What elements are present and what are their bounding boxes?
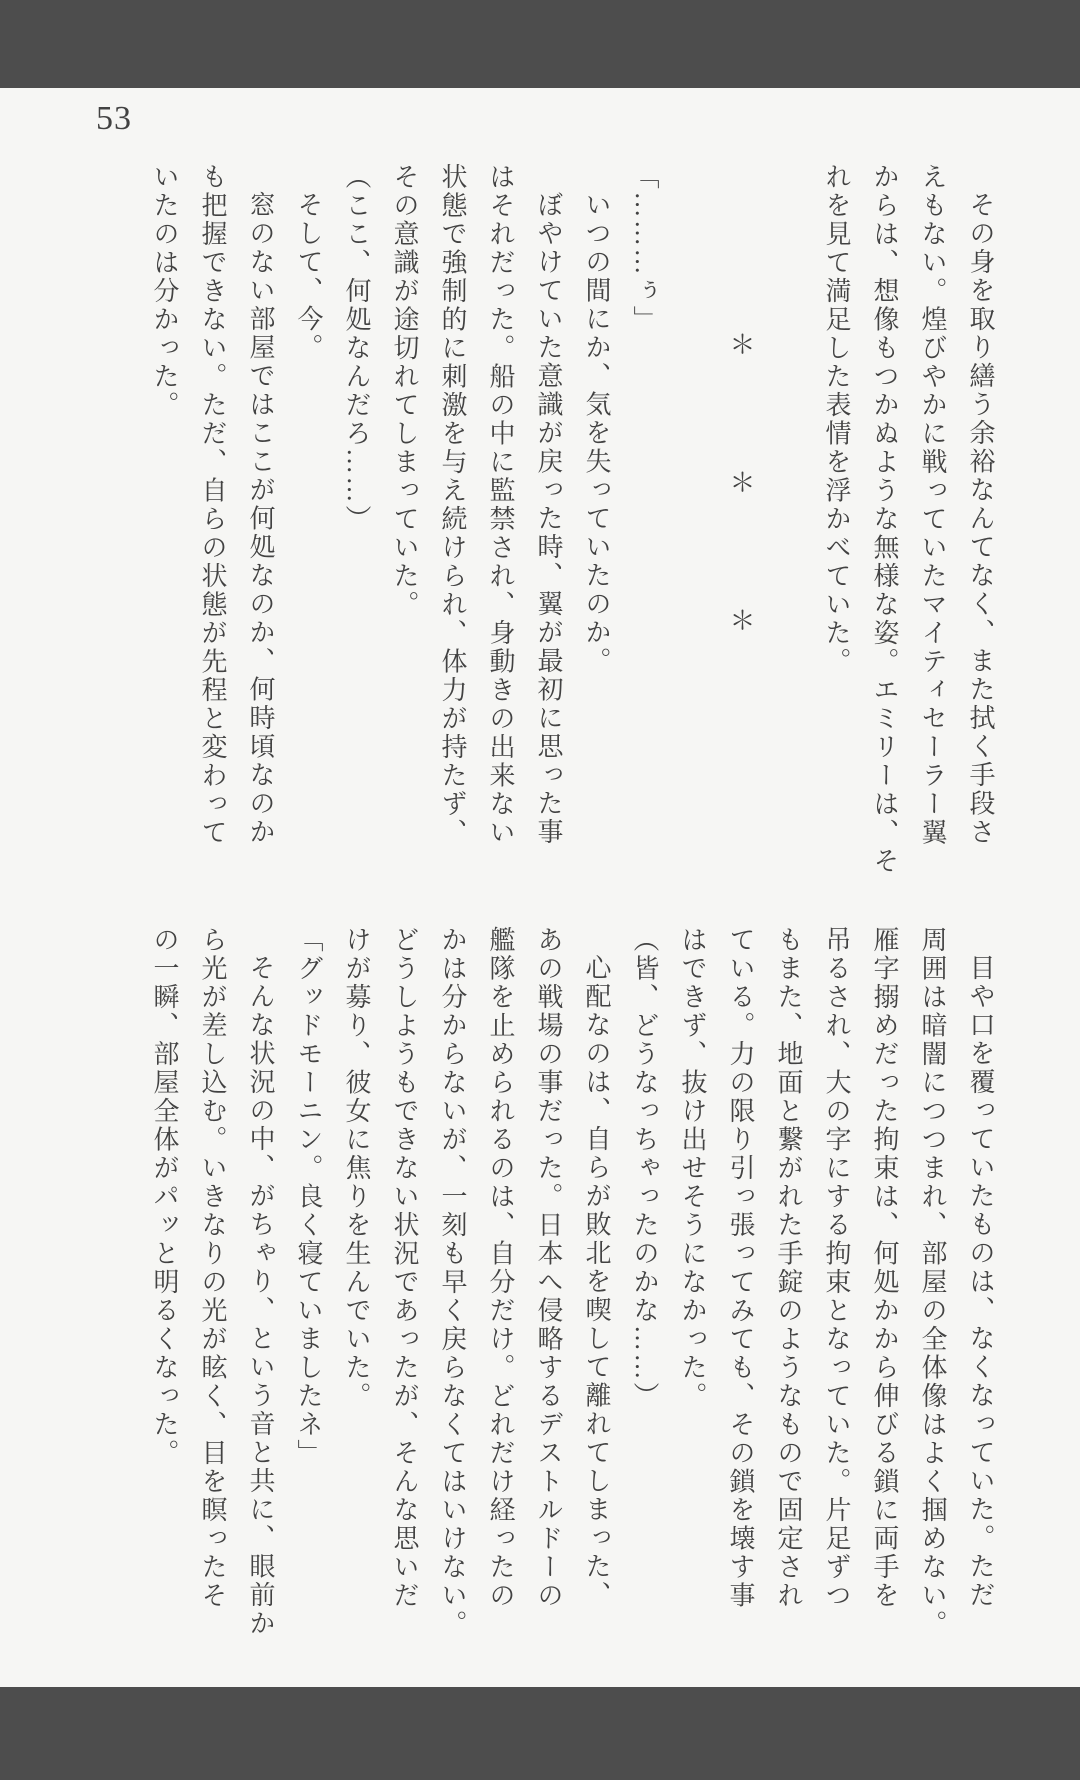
text-line: かは分からないが、一刻も早く戻らなくてはいけない。 — [438, 926, 467, 1639]
text-line: えもない。煌びやかに戦っていたマイティセーラー翼 — [918, 163, 947, 847]
text-line: その意識が途切れてしまっていた。 — [390, 163, 419, 619]
text-line: あの戦場の事だった。日本へ侵略するデストルドーの — [534, 926, 563, 1610]
text-line: その身を取り繕う余裕なんてなく、また拭く手段さ — [966, 191, 995, 847]
text-line: も把握できない。ただ、自らの状態が先程と変わって — [198, 163, 227, 847]
text-line: 状態で強制的に刺激を与え続けられ、体力が持たず、 — [438, 163, 467, 847]
text-line: どうしようもできない状況であったが、そんな思いだ — [390, 926, 419, 1610]
text-line: ら光が差し込む。いきなりの光が眩く、目を瞑ったそ — [198, 926, 227, 1610]
text-line: ぼやけていた意識が戻った時、翼が最初に思った事 — [534, 191, 563, 847]
text-line: 周囲は暗闇につつまれ、部屋の全体像はよく掴めない。 — [918, 926, 947, 1639]
text-line: はできず、抜け出せそうになかった。 — [678, 926, 707, 1411]
text-line — [764, 163, 812, 869]
text-line: 雁字搦めだった拘束は、何処かから伸びる鎖に両手を — [870, 926, 899, 1610]
text-line: 目や口を覆っていたものは、なくなっていた。ただ — [966, 954, 995, 1610]
text-line: 心配なのは、自らが敗北を喫して離れてしまった、 — [582, 954, 611, 1610]
text-line: いつの間にか、気を失っていたのか。 — [582, 191, 611, 676]
text-line: 吊るされ、大の字にする拘束となっていた。片足ずつ — [822, 926, 851, 1610]
bottom-letterbox-bar — [0, 1687, 1080, 1780]
text-line: の一瞬、部屋全体がパッと明るくなった。 — [150, 926, 179, 1468]
text-line: 艦隊を止められるのは、自分だけ。どれだけ経ったの — [486, 926, 515, 1610]
text-line: はそれだった。船の中に監禁され、身動きの出来ない — [486, 163, 515, 847]
text-line: もまた、地面と繋がれた手錠のようなもので固定され — [774, 926, 803, 1610]
text-line: 「グッドモーニン。良く寝ていましたネ」 — [294, 926, 323, 1468]
text-line: いたのは分かった。 — [150, 163, 179, 420]
top-letterbox-bar — [0, 0, 1080, 88]
text-line: からは、想像もつかぬような無様な姿。エミリーは、そ — [870, 163, 899, 876]
section-separator: ＊＊＊ — [726, 331, 755, 745]
page-number: 53 — [96, 100, 132, 137]
text-line: 「………ぅ」 — [630, 163, 659, 334]
text-line: そして、今。 — [294, 191, 323, 362]
text-line: けが募り、彼女に焦りを生んでいた。 — [342, 926, 371, 1411]
text-line: ている。力の限り引っ張ってみても、その鎖を壊す事 — [726, 926, 755, 1610]
text-line: 窓のない部屋ではここが何処なのか、何時頃なのか — [246, 191, 275, 847]
text-line: れを見て満足した表情を浮かべていた。 — [822, 163, 851, 676]
text-line: そんな状況の中、がちゃり、という音と共に、眼前か — [246, 954, 275, 1638]
text-line: （皆、どうなっちゃったのかな……） — [630, 926, 659, 1411]
text-line: （ここ、何処なんだろ……） — [342, 163, 371, 534]
text-block-bottom — [140, 926, 1004, 1639]
text-block-top — [140, 163, 1004, 876]
text-line — [668, 163, 716, 869]
